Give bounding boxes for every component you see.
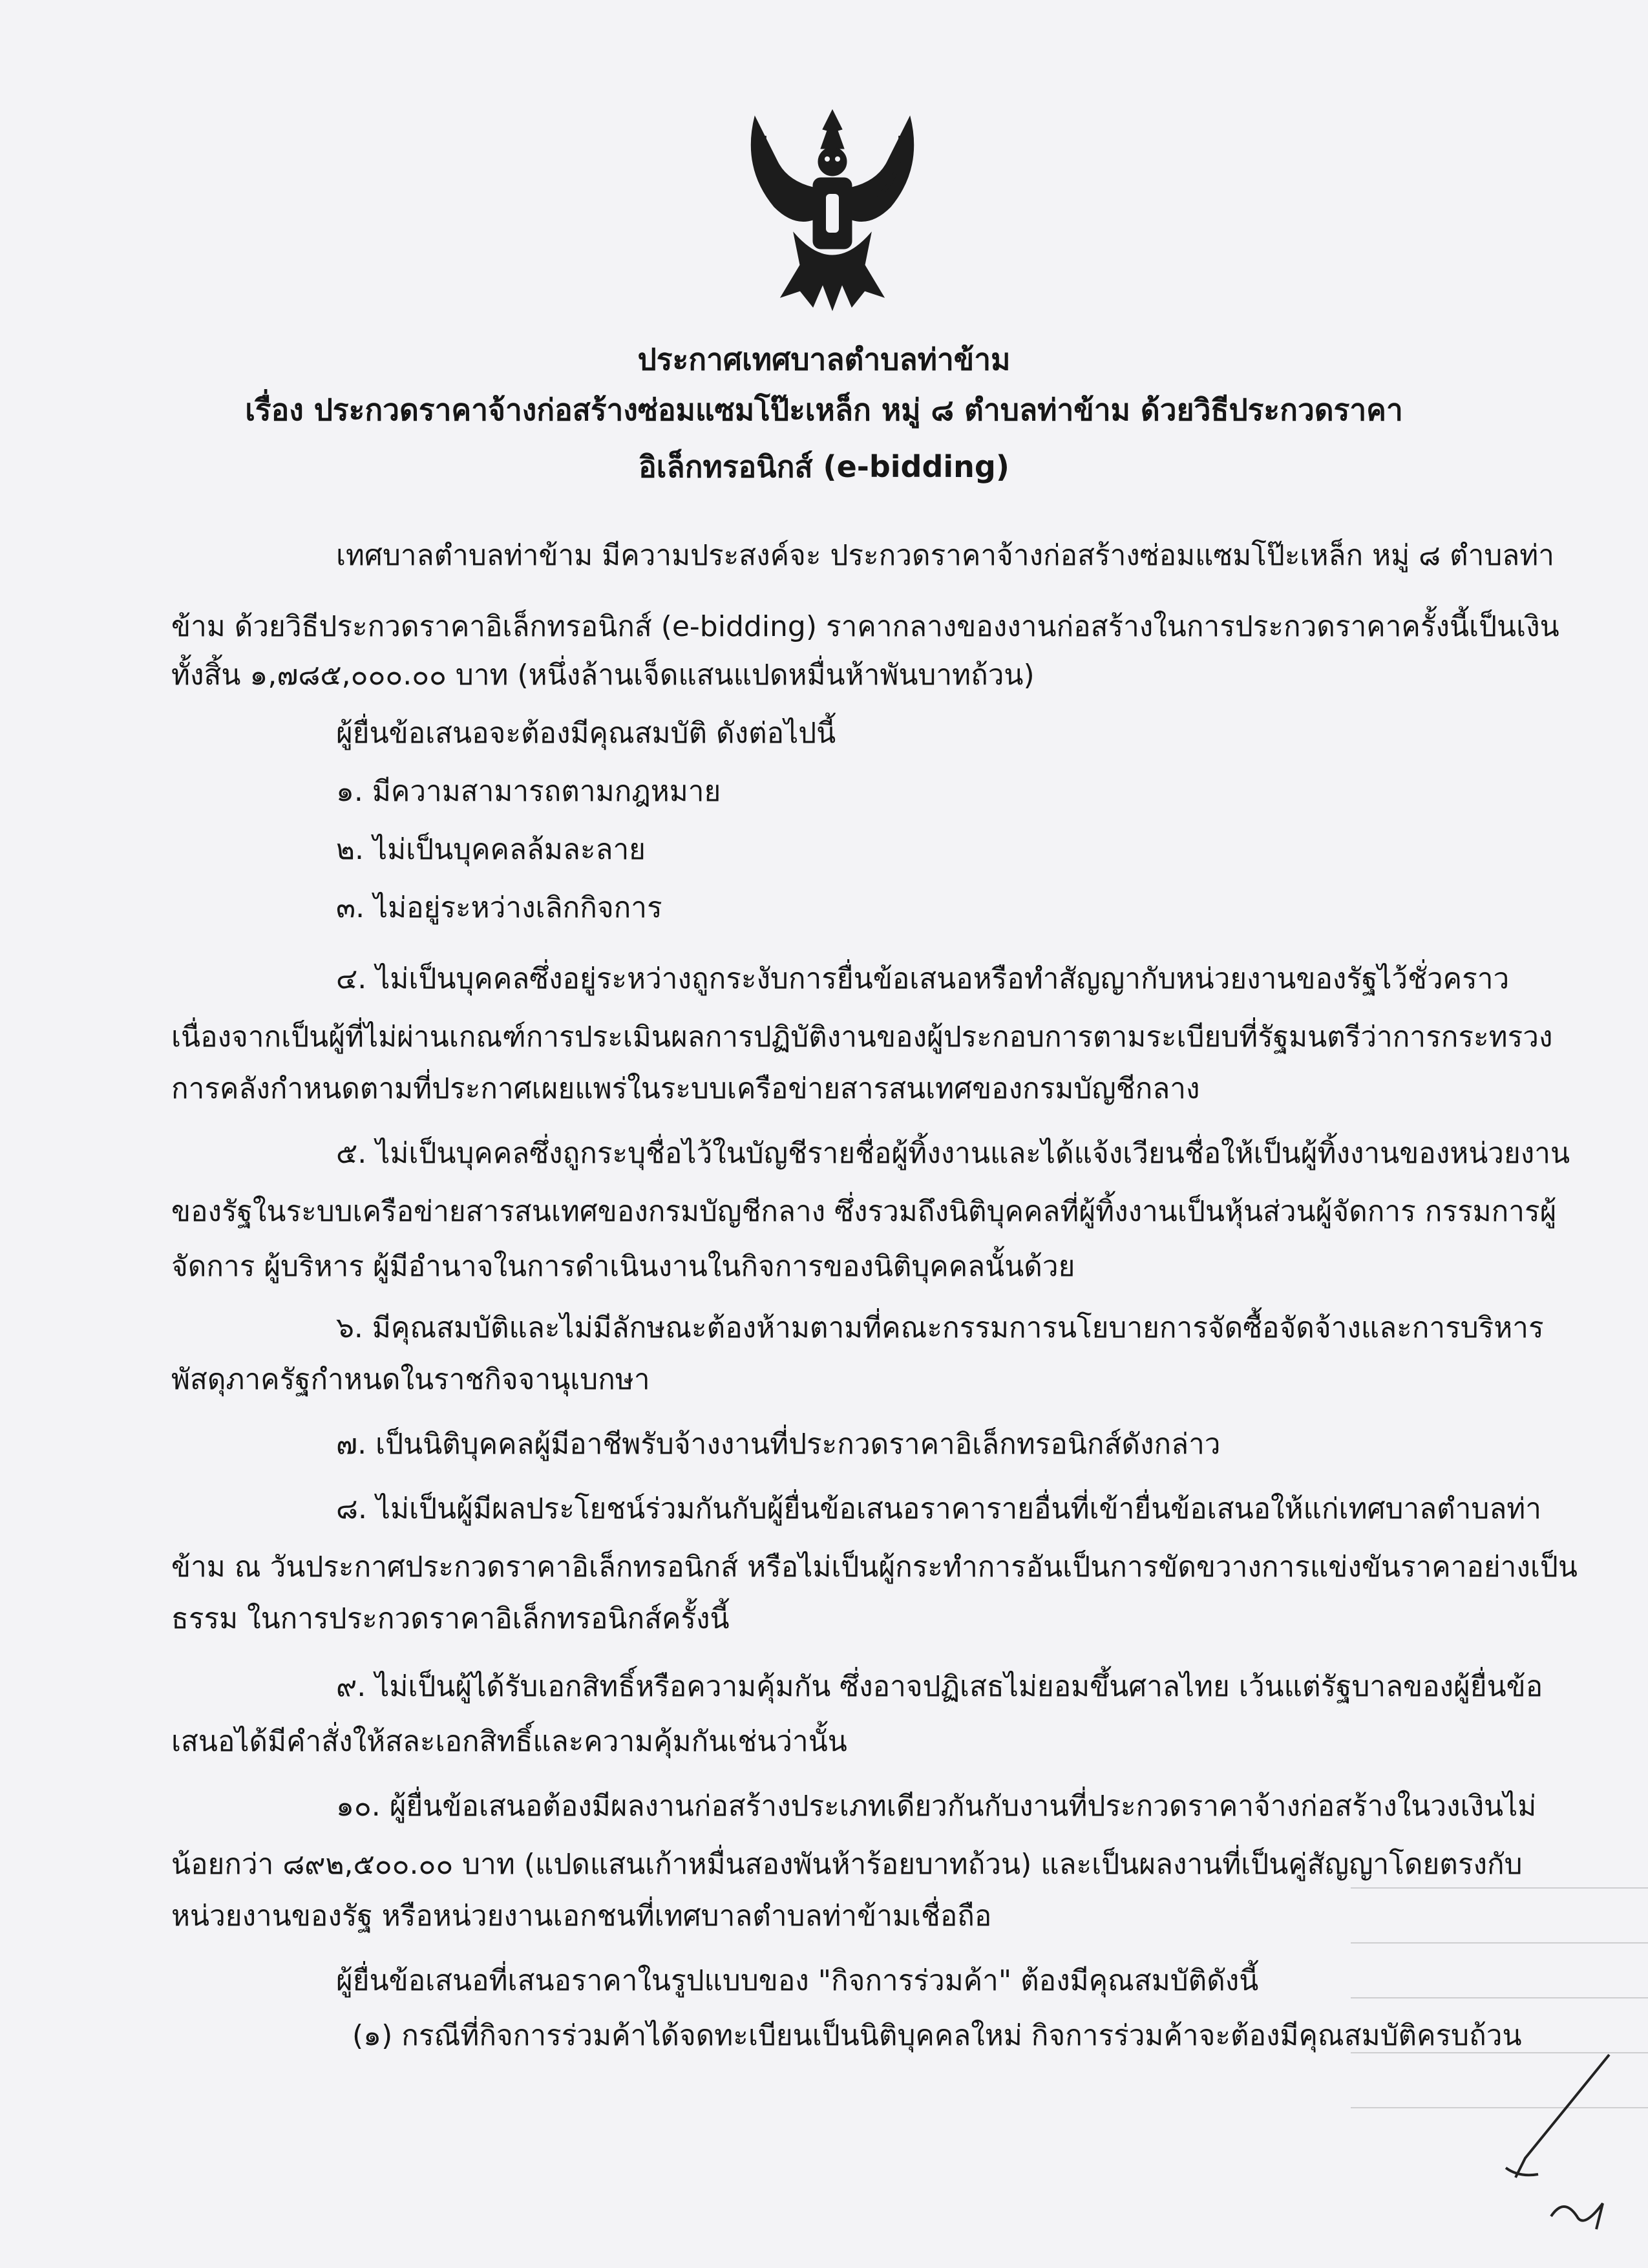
body-line-26: (๑) กรณีที่กิจการร่วมค้าได้จดทะเบียนเป็นนิติบุคคลใหม่ กิจการร่วมค้าจะต้องมีคุณสมบัติครบถ้วน [352, 2019, 1522, 2052]
announcement-subject: เรื่อง ประกวดราคาจ้างก่อสร้างซ่อมแซมโป๊ะเหล็ก หมู่ ๘ ตำบลท่าข้าม ด้วยวิธีประกวดราคาอิเล็กทรอนิกส์ (e-bidding) [245, 392, 1403, 484]
body-line-10: การคลังกำหนดตามที่ประกาศเผยแพร่ในระบบเครือข่ายสารสนเทศของกรมบัญชีกลาง [171, 1072, 1200, 1105]
body-line-13: จัดการ ผู้บริหาร ผู้มีอำนาจในการดำเนินงานในกิจการของนิติบุคคลนั้นด้วย [171, 1250, 1075, 1283]
body-line-19: ธรรม ในการประกวดราคาอิเล็กทรอนิกส์ครั้งนี้ [171, 1602, 730, 1635]
body-line-4: ผู้ยื่นข้อเสนอจะต้องมีคุณสมบัติ ดังต่อไปนี้ [336, 717, 836, 750]
body-line-24: หน่วยงานของรัฐ หรือหน่วยงานเอกชนที่เทศบาลตำบลท่าข้ามเชื่อถือ [171, 1900, 992, 1933]
body-line-20: ๙. ไม่เป็นผู้ได้รับเอกสิทธิ์หรือความคุ้มกัน ซึ่งอาจปฏิเสธไม่ยอมขึ้นศาลไทย เว้นแต่รัฐบาลของผู้ยื่นข้อ [336, 1670, 1543, 1703]
signature-mark-icon [1480, 2048, 1622, 2242]
body-line-8: ๔. ไม่เป็นบุคคลซึ่งอยู่ระหว่างถูกระงับการยื่นข้อเสนอหรือทำสัญญากับหน่วยงานของรัฐไว้ชั่วคราว [336, 962, 1510, 995]
body-line-3: ทั้งสิ้น ๑,๗๘๕,๐๐๐.๐๐ บาท (หนึ่งล้านเจ็ดแสนแปดหมื่นห้าพันบาทถ้วน) [171, 659, 1035, 692]
body-line-11: ๕. ไม่เป็นบุคคลซึ่งถูกระบุชื่อไว้ในบัญชีรายชื่อผู้ทิ้งงานและได้แจ้งเวียนชื่อให้เป็นผู้ทิ้งงานของหน่วยงาน [336, 1137, 1570, 1170]
body-line-15: พัสดุภาครัฐกำหนดในราชกิจจานุเบกษา [171, 1363, 650, 1396]
body-line-23: น้อยกว่า ๘๙๒,๕๐๐.๐๐ บาท (แปดแสนเก้าหมื่นสองพันห้าร้อยบาทถ้วน) และเป็นผลงานที่เป็นคู่สัญญาโดยตรงกับ [171, 1848, 1523, 1881]
body-line-9: เนื่องจากเป็นผู้ที่ไม่ผ่านเกณฑ์การประเมินผลการปฏิบัติงานของผู้ประกอบการตามระเบียบที่รัฐมนตรีว่าการกระทรวง [171, 1021, 1553, 1054]
body-line-6: ๒. ไม่เป็นบุคคลล้มละลาย [336, 833, 646, 866]
body-line-21: เสนอได้มีคำสั่งให้สละเอกสิทธิ์และความคุ้มกันเช่นว่านั้น [171, 1725, 847, 1758]
body-line-5: ๑. มีความสามารถตามกฎหมาย [336, 775, 721, 808]
body-line-2: ข้าม ด้วยวิธีประกวดราคาอิเล็กทรอนิกส์ (e-bidding) ราคากลางของงานก่อสร้างในการประกวดราคาครั้งนี้เป็นเงิน [171, 610, 1559, 643]
body-line-25: ผู้ยื่นข้อเสนอที่เสนอราคาในรูปแบบของ "กิจการร่วมค้า" ต้องมีคุณสมบัติดังนี้ [336, 1964, 1259, 1997]
body-line-14: ๖. มีคุณสมบัติและไม่มีลักษณะต้องห้ามตามที่คณะกรรมการนโยบายการจัดซื้อจัดจ้างและการบริหาร [336, 1311, 1544, 1344]
body-line-12: ของรัฐในระบบเครือข่ายสารสนเทศของกรมบัญชีกลาง ซึ่งรวมถึงนิติบุคคลที่ผู้ทิ้งงานเป็นหุ้นส่วนผู้จัดการ กรรมการผู้ [171, 1195, 1557, 1228]
body-line-16: ๗. เป็นนิติบุคคลผู้มีอาชีพรับจ้างงานที่ประกวดราคาอิเล็กทรอนิกส์ดังกล่าว [336, 1428, 1221, 1461]
body-line-22: ๑๐. ผู้ยื่นข้อเสนอต้องมีผลงานก่อสร้างประเภทเดียวกันกับงานที่ประกวดราคาจ้างก่อสร้างในวงเงินไม่ [336, 1790, 1537, 1823]
body-line-7: ๓. ไม่อยู่ระหว่างเลิกกิจการ [336, 891, 662, 924]
body-line-18: ข้าม ณ วันประกาศประกวดราคาอิเล็กทรอนิกส์ หรือไม่เป็นผู้กระทำการอันเป็นการขัดขวางการแข่งขันราคาอย่างเป็น [171, 1551, 1578, 1584]
announcement-title: ประกาศเทศบาลตำบลท่าข้าม [637, 342, 1011, 377]
body-line-17: ๘. ไม่เป็นผู้มีผลประโยชน์ร่วมกันกับผู้ยื่นข้อเสนอราคารายอื่นที่เข้ายื่นข้อเสนอให้แก่เทศบาลตำบลท่า [336, 1492, 1541, 1525]
body-line-1: เทศบาลตำบลท่าข้าม มีความประสงค์จะ ประกวดราคาจ้างก่อสร้างซ่อมแซมโป๊ะเหล็ก หมู่ ๘ ตำบลท่า [336, 539, 1554, 572]
garuda-emblem-icon [716, 90, 949, 323]
